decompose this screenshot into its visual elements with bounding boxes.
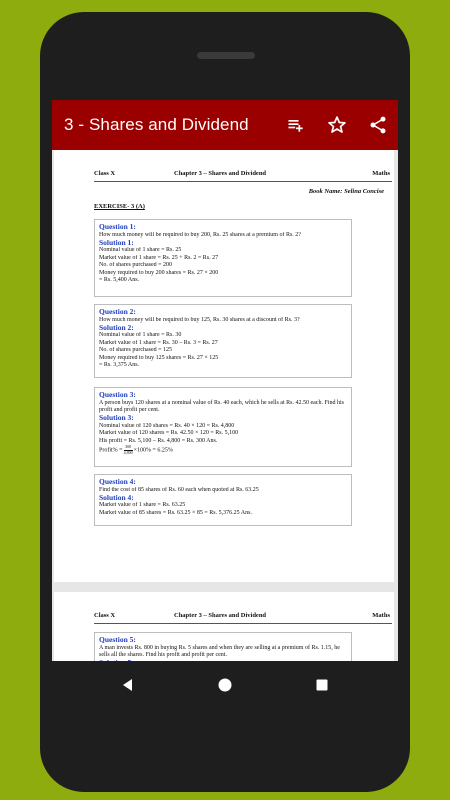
solution-line: Market value of 120 shares = Rs. 42.50 × 120 = Rs. 5,100 — [99, 430, 239, 437]
app-screen — [52, 100, 398, 673]
question-label: Question 3: — [99, 390, 136, 399]
share-button[interactable] — [357, 100, 398, 150]
profit-percent-line — [99, 445, 347, 455]
nav-back-button[interactable] — [116, 673, 140, 697]
header-chapter: Chapter 3 – Shares and Dividend — [174, 170, 267, 177]
header-class: Class X — [94, 612, 116, 619]
solution-line: Market value of 85 shares = Rs. 63.25 × 85 = Rs. 5,376.25 Ans. — [99, 509, 252, 516]
solution-line: Nominal value of 1 share = Rs. 25 — [99, 247, 182, 254]
star-outline-icon — [327, 115, 347, 135]
pdf-page-1 — [54, 150, 394, 582]
playlist-add-icon — [286, 115, 306, 135]
profit-suffix: ×100% = 6.25% — [133, 447, 173, 454]
profit-prefix: Profit% = — [99, 447, 123, 454]
solution-label: Solution 3: — [99, 413, 134, 423]
question-text: How much money will be required to buy 125, Rs. 30 shares at a discount of Rs. 3? — [99, 316, 300, 323]
question-block-3 — [94, 387, 352, 467]
favorite-button[interactable] — [316, 100, 357, 150]
system-nav-bar — [52, 661, 398, 709]
fraction-denominator: 4,800 — [123, 449, 133, 455]
solution-line: Nominal value of 1 share = Rs. 30 — [99, 332, 182, 339]
question-label: Question 2: — [99, 307, 136, 316]
solution-label: Solution 1: — [99, 237, 134, 247]
recents-square-icon — [314, 677, 330, 693]
header-class: Class X — [94, 170, 116, 177]
question-label: Question 1: — [99, 222, 136, 231]
question-text: Find the cost of 85 shares of Rs. 60 each when quoted at Rs. 63.25 — [99, 486, 259, 493]
solution-line: Money required to buy 200 shares = Rs. 27 × 200 — [99, 269, 219, 276]
solution-line: Market value of 1 share = Rs. 63.25 — [99, 502, 186, 509]
question-block-4 — [94, 474, 352, 526]
question-label: Question 4: — [99, 477, 136, 486]
solution-line: = Rs. 3,375 Ans. — [99, 362, 140, 369]
header-rule — [94, 623, 392, 624]
solution-line: = Rs. 5,400 Ans. — [99, 277, 140, 284]
nav-home-button[interactable] — [213, 673, 237, 697]
header-subject: Maths — [372, 612, 390, 619]
header-subject: Maths — [372, 170, 390, 177]
back-triangle-icon — [120, 677, 136, 693]
app-bar — [52, 100, 398, 150]
nav-recents-button[interactable] — [310, 673, 334, 697]
question-text: A person buys 120 shares at a nominal value of Rs. 40 each, which he sells at Rs. 42.50 each. Find his profit and profit per cent. — [99, 399, 344, 413]
share-icon — [368, 115, 388, 135]
fraction-numerator: 300 — [125, 445, 132, 450]
solution-line: No. of shares purchased = 200 — [99, 262, 173, 269]
solution-line: No. of shares purchased = 125 — [99, 347, 173, 354]
profit-fraction — [124, 445, 133, 455]
app-bar-actions — [275, 100, 398, 150]
question-block-1 — [94, 219, 352, 297]
question-text: How much money will be required to buy 200, Rs. 25 shares at a premium of Rs. 2? — [99, 231, 301, 238]
solution-line: Nominal value of 120 shares = Rs. 40 × 120 = Rs. 4,800 — [99, 422, 235, 429]
question-text: A man invests Rs. 800 in buying Rs. 5 shares and when they are selling at a premium of Rs. 1.15, he sells all the shares. Find his profit and profit per cent. — [99, 644, 340, 658]
phone-speaker — [197, 52, 255, 59]
exercise-label: EXERCISE- 3 (A) — [94, 203, 145, 210]
question-label: Question 5: — [99, 635, 136, 644]
book-name: Book Name: Selina Concise — [308, 188, 384, 195]
solution-line: His profit = Rs. 5,100 – Rs. 4,800 = Rs. 300 Ans. — [99, 437, 218, 444]
question-block-2 — [94, 304, 352, 378]
solution-label: Solution 2: — [99, 322, 134, 332]
header-chapter: Chapter 3 – Shares and Dividend — [174, 612, 267, 619]
home-circle-icon — [217, 677, 233, 693]
header-rule — [94, 181, 392, 182]
solution-line: Money required to buy 125 shares = Rs. 27 × 125 — [99, 354, 219, 361]
solution-label: Solution 4: — [99, 492, 134, 502]
solution-line: Market value of 1 share = Rs. 25 + Rs. 2 = Rs. 27 — [99, 254, 219, 261]
app-title: 3 - Shares and Dividend — [64, 115, 249, 134]
pdf-viewer[interactable] — [52, 150, 398, 673]
add-to-playlist-button[interactable] — [275, 100, 316, 150]
solution-line: Market value of 1 share = Rs. 30 – Rs. 3 = Rs. 27 — [99, 339, 218, 346]
